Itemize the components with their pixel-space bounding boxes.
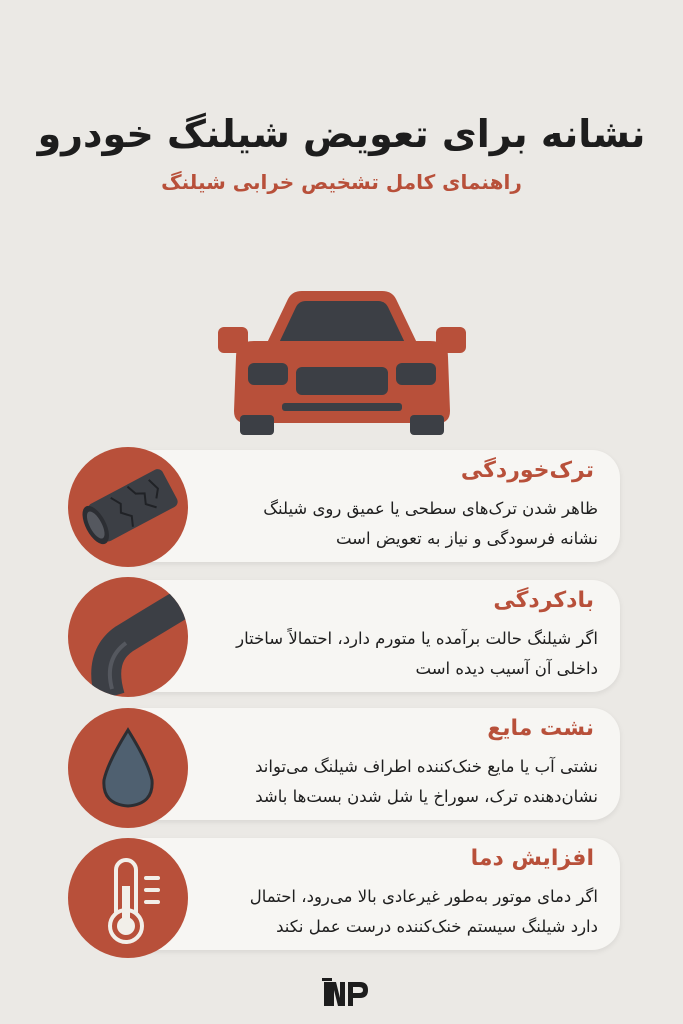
sign-line: داخلی آن آسیب دیده است — [415, 659, 598, 678]
fluid-drop-icon — [68, 708, 188, 828]
sign-title: بادکردگی — [493, 588, 594, 613]
sign-description — [178, 752, 598, 812]
sign-description — [178, 624, 598, 684]
np-logo-icon — [322, 978, 370, 1008]
sign-title: ترک‌خوردگی — [460, 458, 594, 483]
sign-line: اگر دمای موتور به‌طور غیرعادی بالا می‌رود، احتمال — [249, 887, 598, 906]
sign-title: افزایش دما — [470, 846, 594, 871]
sign-line: نشانه فرسودگی و نیاز به تعویض است — [335, 529, 598, 548]
sign-line: اگر شیلنگ حالت برآمده یا متورم دارد، احتمالاً ساختار — [236, 629, 598, 648]
swollen-hose-icon — [68, 577, 188, 697]
sign-line: نشان‌دهنده ترک، سوراخ یا شل شدن بست‌ها باشد — [255, 787, 598, 806]
sign-card-overheat — [112, 838, 620, 950]
page-title: نشانه برای تعویض شیلنگ خودرو — [37, 112, 646, 156]
cracked-hose-icon — [68, 447, 188, 567]
sign-line: نشتی آب یا مایع خنک‌کننده اطراف شیلنگ می‌تواند — [255, 757, 598, 776]
sign-description — [178, 494, 598, 554]
sign-card-swelling — [112, 580, 620, 692]
sign-card-leak — [112, 708, 620, 820]
thermometer-icon — [68, 838, 188, 958]
page-subtitle: راهنمای کامل تشخیص خرابی شیلنگ — [161, 170, 522, 194]
sign-line: دارد شیلنگ سیستم خنک‌کننده درست عمل نکند — [276, 917, 598, 936]
sign-description — [178, 882, 598, 942]
sign-line: ظاهر شدن ترک‌های سطحی یا عمیق روی شیلنگ — [263, 499, 598, 518]
car-front-icon — [218, 285, 466, 435]
sign-card-cracking — [112, 450, 620, 562]
sign-title: نشت مایع — [487, 716, 594, 741]
